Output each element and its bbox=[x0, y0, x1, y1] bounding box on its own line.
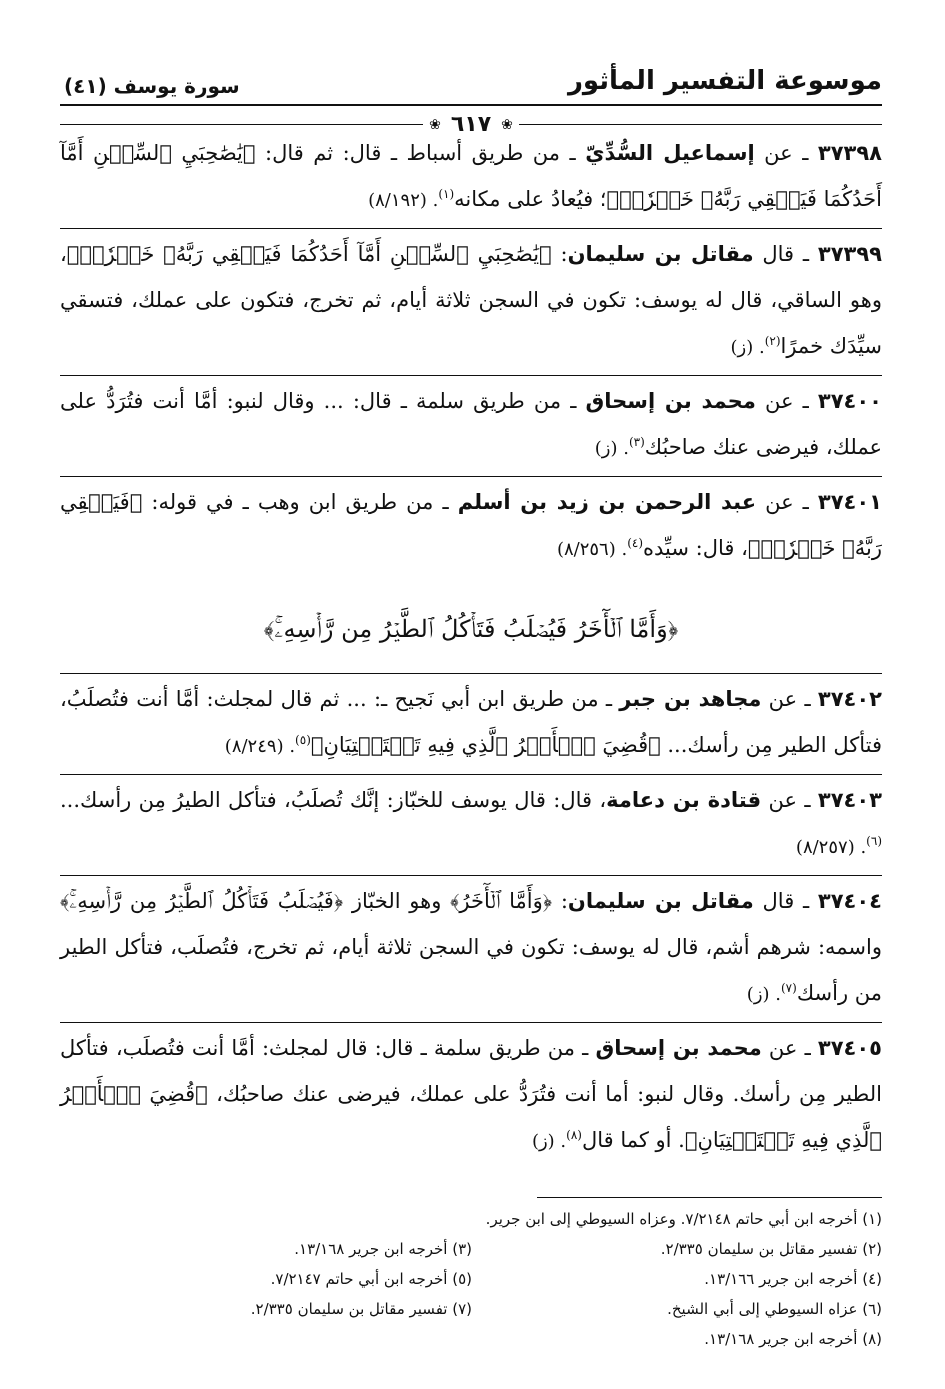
entry-text: : ﴿يَٰصَٰحِبَيِ ٱلسِّجۡنِ أَمَّآ أَحَدُكُمَا فَيَسۡقِي رَبَّهُۥ خَمۡرٗاۖ﴾، وهو الساقي، قال له يوسف: تكون في السجن ثلاثة أيام، ثم تخرج، فتكون على عملك، فتسقي سيِّدَك خمرًا bbox=[60, 242, 882, 358]
footnotes bbox=[60, 1198, 882, 1354]
footnote-row bbox=[60, 1294, 882, 1324]
entry-prefix: ـ عن bbox=[761, 687, 811, 711]
footnote: (٣) أخرجه ابن جرير ١٣/١٦٨. bbox=[294, 1240, 472, 1258]
page-number-line bbox=[60, 112, 882, 137]
hadith-entry bbox=[60, 229, 882, 376]
hadith-entry bbox=[60, 775, 882, 876]
entry-text: ـ من طريق سلمة ـ قال: ... وقال لنبو: أمَّا أنت فتُرَدُّ على عملك، فيرضى عنك صاحبُك bbox=[60, 389, 882, 459]
volume-reference: . (٨/٢٥٧) bbox=[795, 837, 867, 858]
entry-text: ـ من طريق أسباط ـ قال: ثم قال: ﴿يَٰصَٰحِبَيِ ٱلسِّجۡنِ أَمَّآ أَحَدُكُمَا فَيَسۡقِي رَبَّهُۥ خَمۡرٗاۖ﴾؛ فيُعادُ على مكانه bbox=[60, 141, 882, 211]
entry-text: : ﴿وَأَمَّا ٱلۡأٓخَرُ﴾ وهو الخبّاز ﴿فَيُصۡلَبُ فَتَأۡكُلُ ٱلطَّيۡرُ مِن رَّأۡسِهِۦۚ﴾ واسمه: شرهم أشم، قال له يوسف: تكون في السجن ثلاثة أيام، ثم تخرج، فتُصلَب، فتأكل الطير من رأسك bbox=[60, 889, 882, 1005]
entry-text: ـ من طريق سلمة ـ قال: قال لمجلث: أمَّا أنت فتُصلَب، فتأكل الطير مِن رأسك. وقال لنبو: أما أنت فتُرَدُّ على عملك، فيرضى عنك صاحبُك، ﴿قُضِيَ ٱلۡأَمۡرُ ٱلَّذِي فِيهِ تَسۡتَفۡتِيَانِ﴾. أو كما قال bbox=[60, 1036, 882, 1152]
footnote-marker[interactable]: (٨) bbox=[566, 1128, 582, 1142]
entry-number: ٣٧٤٠٢ bbox=[817, 687, 882, 711]
footnote: (٤) أخرجه ابن جرير ١٣/١٦٦. bbox=[704, 1270, 882, 1288]
footnote-row bbox=[60, 1204, 882, 1234]
volume-reference: . (ز) bbox=[730, 337, 765, 358]
volume-reference: . (٨/٢٤٩) bbox=[224, 736, 296, 757]
footnote: (١) أخرجه ابن أبي حاتم ٧/٢١٤٨. وعزاه السيوطي إلى ابن جرير. bbox=[485, 1210, 882, 1228]
entry-number: ٣٧٤٠١ bbox=[817, 490, 882, 514]
hadith-entry bbox=[60, 376, 882, 477]
footnote-marker[interactable]: (٧) bbox=[780, 981, 797, 995]
footnote: (٨) أخرجه ابن جرير ١٣/١٦٨. bbox=[704, 1330, 882, 1348]
footnote: (٢) تفسير مقاتل بن سليمان ٢/٣٣٥. bbox=[660, 1240, 882, 1258]
entry-prefix: ـ قال bbox=[753, 889, 810, 913]
entry-prefix: ـ عن bbox=[761, 788, 811, 812]
footnote-row bbox=[60, 1324, 882, 1354]
hadith-entry bbox=[60, 477, 882, 577]
hadith-entry bbox=[60, 128, 882, 229]
footnote: (٥) أخرجه ابن أبي حاتم ٧/٢١٤٧. bbox=[270, 1270, 472, 1288]
volume-reference: . (ز) bbox=[746, 984, 781, 1005]
footnote: (٦) عزاه السيوطي إلى أبي الشيخ. bbox=[667, 1300, 882, 1318]
footnote-marker[interactable]: (٥) bbox=[295, 733, 311, 747]
entry-prefix: ـ عن bbox=[754, 141, 809, 165]
footnote-row bbox=[60, 1234, 882, 1264]
narrator-name: إسماعيل السُّدِّيّ bbox=[585, 141, 755, 165]
entry-number: ٣٧٣٩٨ bbox=[817, 141, 882, 165]
volume-reference: . (ز) bbox=[594, 438, 629, 459]
footnote-marker[interactable]: (٢) bbox=[764, 334, 781, 348]
hadith-entry bbox=[60, 876, 882, 1023]
narrator-name: مجاهد بن جبر bbox=[619, 687, 762, 711]
narrator-name: قتادة بن دعامة bbox=[606, 788, 762, 812]
volume-reference: . (٨/١٩٢) bbox=[368, 190, 439, 211]
header-rule bbox=[60, 104, 882, 106]
footnote-marker[interactable]: (٦) bbox=[866, 834, 882, 848]
book-title: موسوعة التفسير المأثور bbox=[567, 66, 882, 96]
footnote-marker[interactable]: (٤) bbox=[627, 536, 644, 550]
hadith-entry bbox=[60, 674, 882, 775]
surah-title: سورة يوسف (٤١) bbox=[64, 74, 240, 98]
footnote-row bbox=[60, 1264, 882, 1294]
narrator-name: محمد بن إسحاق bbox=[595, 1036, 762, 1060]
verse-heading: ﴿وَأَمَّا ٱلۡأٓخَرُ فَيُصۡلَبُ فَتَأۡكُلُ ٱلطَّيۡرُ مِن رَّأۡسِهِۦۚ﴾ bbox=[60, 577, 882, 674]
entry-number: ٣٧٤٠٠ bbox=[817, 389, 882, 413]
entry-number: ٣٧٤٠٥ bbox=[817, 1036, 882, 1060]
page-header bbox=[60, 58, 882, 137]
narrator-name: مقاتل بن سليمان bbox=[567, 242, 754, 266]
ornament-icon: ❀ bbox=[501, 116, 513, 133]
volume-reference: . (ز) bbox=[531, 1131, 567, 1152]
entry-number: ٣٧٣٩٩ bbox=[817, 242, 882, 266]
hadith-entry bbox=[60, 1023, 882, 1169]
entry-prefix: ـ قال bbox=[753, 242, 810, 266]
narrator-name: محمد بن إسحاق bbox=[585, 389, 756, 413]
footnote-marker[interactable]: (١) bbox=[438, 187, 455, 201]
entry-number: ٣٧٤٠٤ bbox=[817, 889, 882, 913]
entry-prefix: ـ عن bbox=[755, 389, 809, 413]
narrator-name: عبد الرحمن بن زيد بن أسلم bbox=[457, 490, 757, 514]
entry-prefix: ـ عن bbox=[761, 1036, 811, 1060]
entry-text: ـ من طريق ابن وهب ـ في قوله: ﴿فَيَسۡقِي رَبَّهُۥ خَمۡرٗاۖ﴾، قال: سيِّده bbox=[60, 490, 882, 560]
footnote: (٧) تفسير مقاتل بن سليمان ٢/٣٣٥. bbox=[250, 1300, 472, 1318]
page-number: ٦١٧ bbox=[450, 112, 492, 137]
divider bbox=[60, 124, 423, 125]
narrator-name: مقاتل بن سليمان bbox=[567, 889, 754, 913]
page bbox=[60, 58, 882, 1354]
entry-number: ٣٧٤٠٣ bbox=[817, 788, 882, 812]
entry-prefix: ـ عن bbox=[756, 490, 809, 514]
footnote-marker[interactable]: (٣) bbox=[628, 435, 645, 449]
entry-text: ـ من طريق ابن أبي نَجيح ـ: ... ثم قال لمجلث: أمَّا أنت فتُصلَبُ، فتأكل الطير مِن رأسك... ﴿قُضِيَ ٱلۡأَمۡرُ ٱلَّذِي فِيهِ تَسۡتَفۡتِيَانِ﴾ bbox=[60, 687, 882, 757]
volume-reference: . (٨/٢٥٦) bbox=[556, 539, 628, 560]
divider bbox=[519, 124, 882, 125]
ornament-icon: ❀ bbox=[429, 116, 441, 133]
entry-text: ، قال: قال يوسف للخبّاز: إنَّك تُصلَبُ، فتأكل الطيرُ مِن رأسك... bbox=[60, 788, 607, 812]
